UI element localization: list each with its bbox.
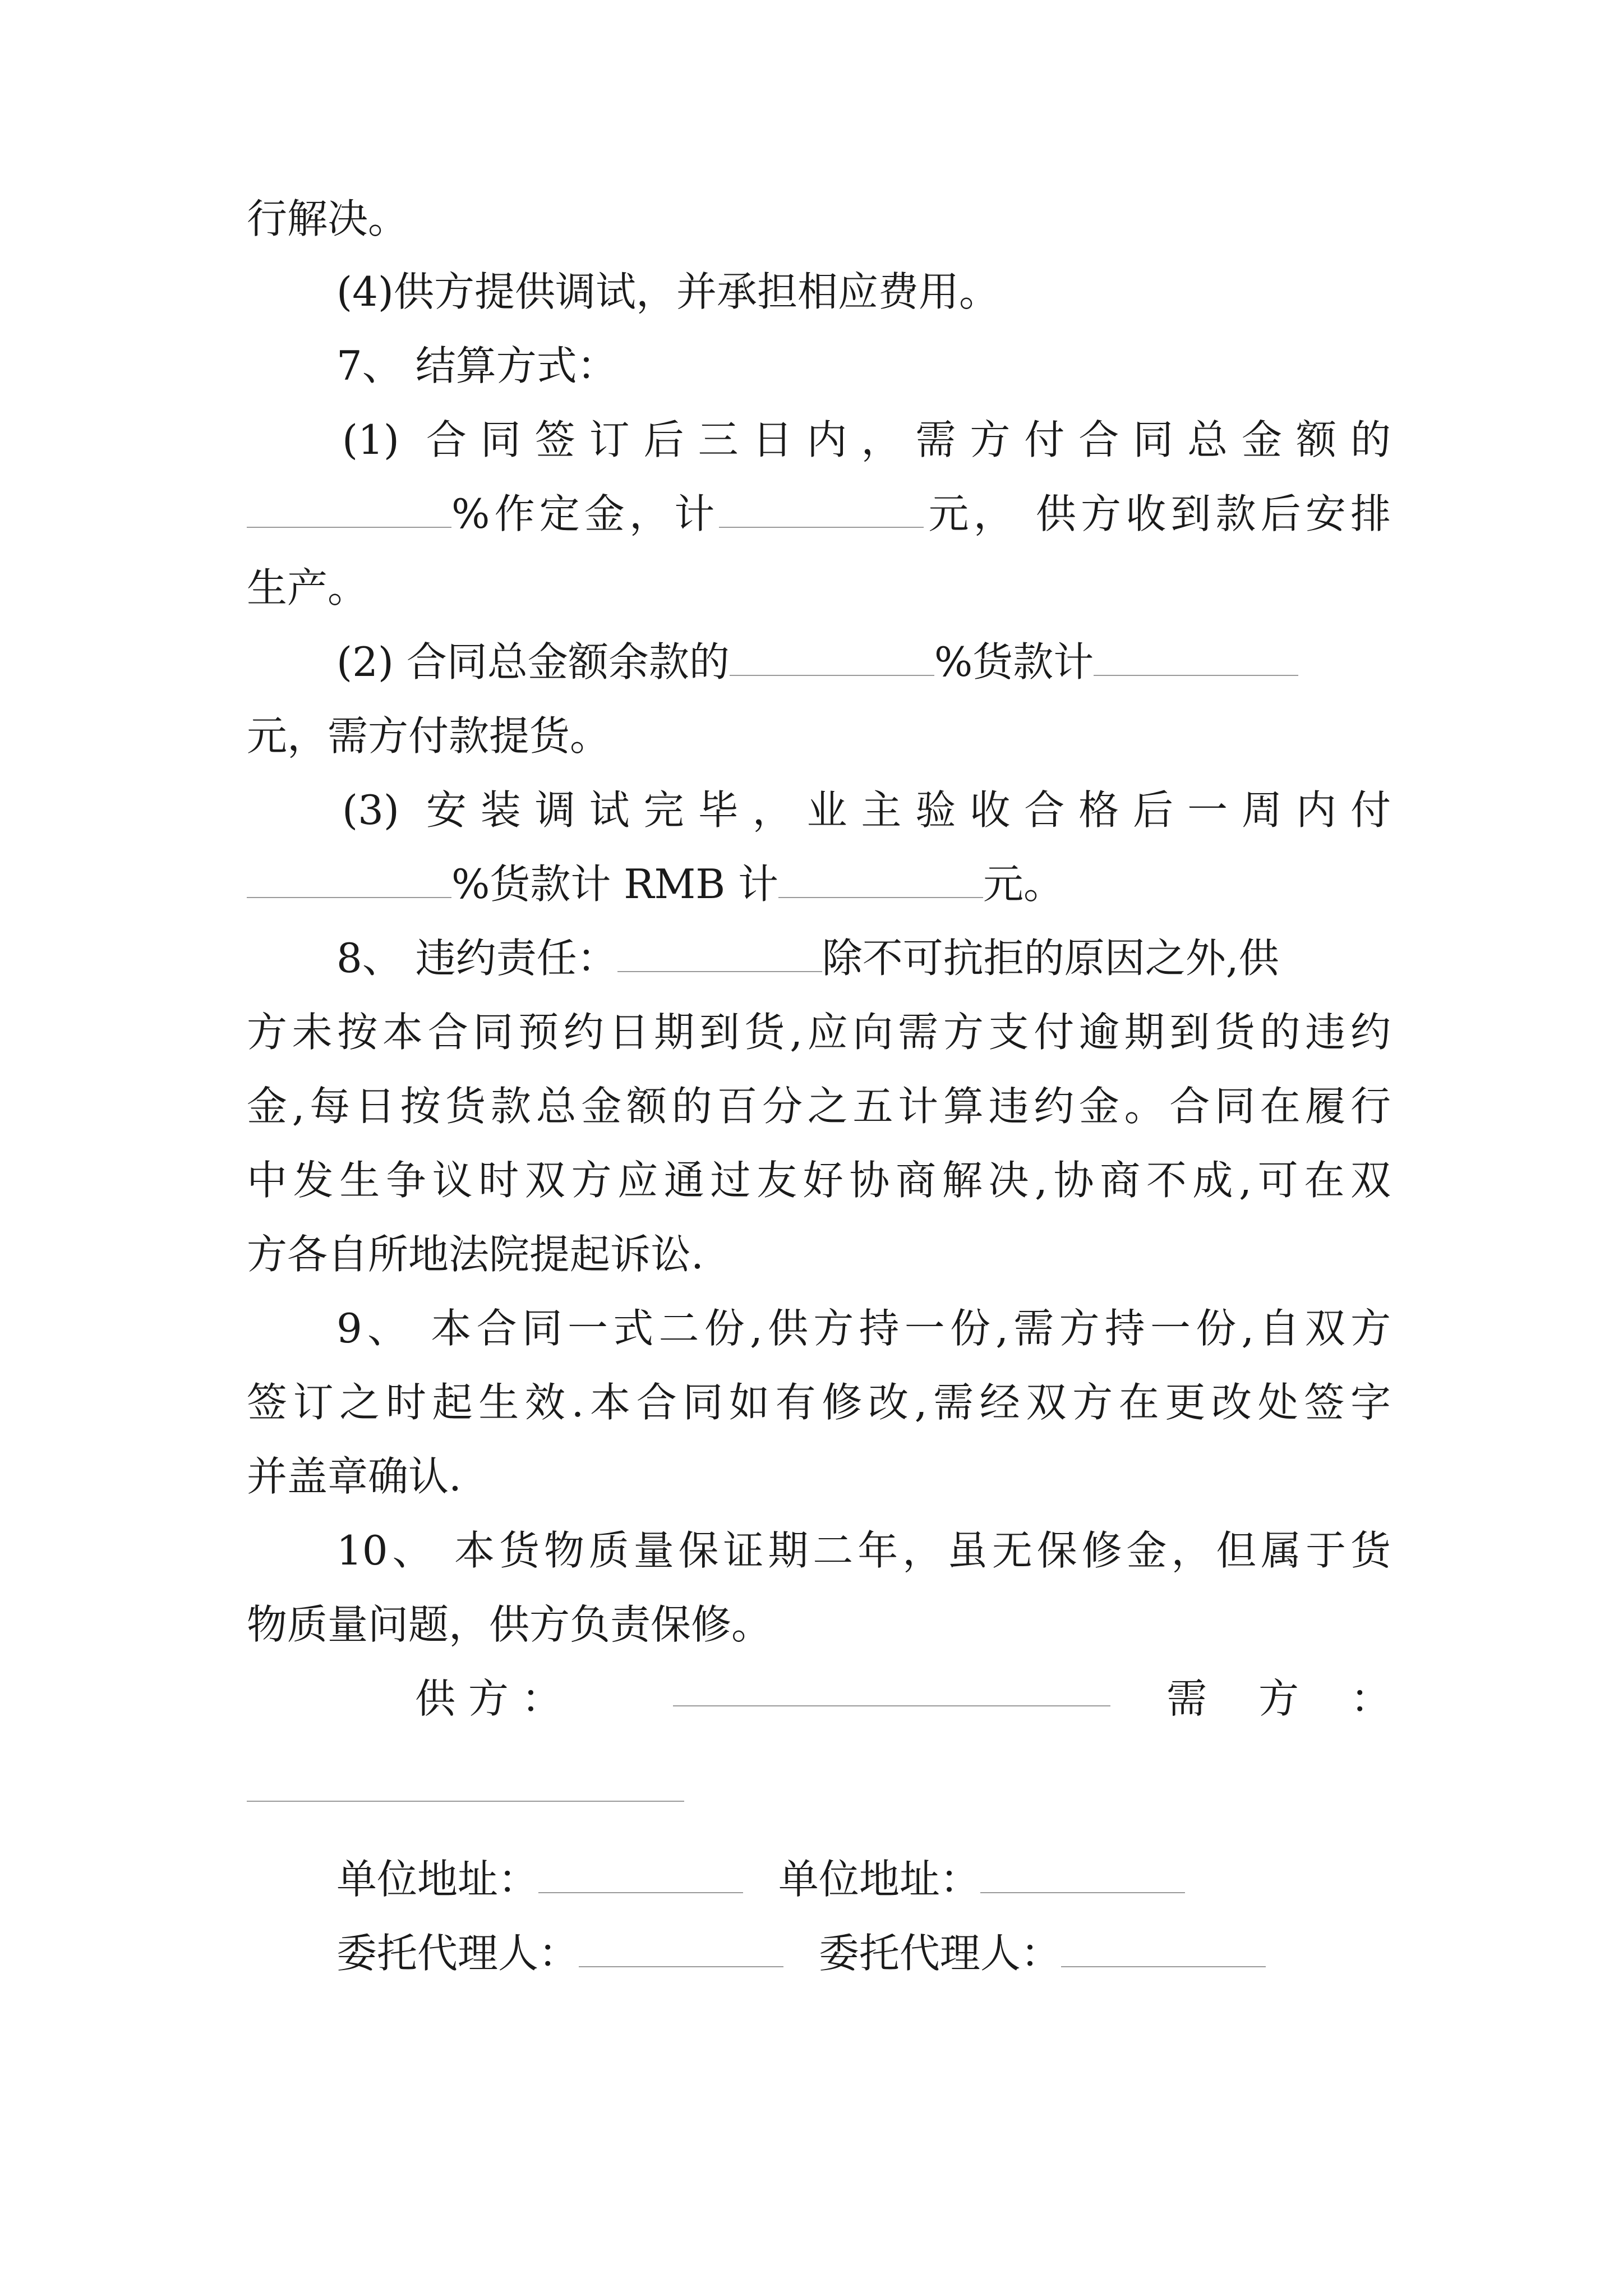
text-line xyxy=(336,634,1391,690)
section-heading-settlement: 7、 结算方式： xyxy=(336,342,617,389)
agent-row xyxy=(336,1925,1266,1981)
text-line: (1) 合同签订后三日内，需方付合同总金额的 xyxy=(342,416,1391,463)
blank-field[interactable] xyxy=(778,862,983,898)
signature-buyer-row xyxy=(1166,1671,1391,1727)
address-label-supplier: 单位地址： xyxy=(336,1856,539,1903)
blank-field[interactable] xyxy=(247,862,451,898)
blank-field[interactable] xyxy=(617,936,822,972)
text-fragment: 元， 供方收到款后安排 xyxy=(924,490,1391,537)
address-row xyxy=(336,1851,1185,1907)
agent-label-supplier: 委托代理人： xyxy=(336,1930,579,1977)
text-line: 元，需方付款提货。 xyxy=(247,712,611,760)
text-line: 10、 本货物质量保证期二年，虽无保修金，但属于货 xyxy=(336,1527,1391,1574)
address-label-buyer: 单位地址： xyxy=(778,1856,980,1903)
text-line: 物质量问题，供方负责保修。 xyxy=(247,1601,772,1648)
agent-label-buyer: 委托代理人： xyxy=(818,1930,1061,1977)
text-line xyxy=(336,930,1391,986)
agent-blank-buyer[interactable] xyxy=(1061,1931,1266,1967)
supplier-label: 供 方 ： xyxy=(415,1675,562,1722)
text-fragment: (2) 合同总金额余款的 xyxy=(336,638,730,685)
blank-field[interactable] xyxy=(1094,640,1298,676)
text-line: 中发生争议时双方应通过友好协商解决,协商不成,可在双 xyxy=(247,1157,1391,1204)
buyer-blank[interactable] xyxy=(247,1801,684,1802)
agent-blank-supplier[interactable] xyxy=(579,1931,783,1967)
text-fragment: 8、 违约责任： xyxy=(336,935,617,982)
text-line: 并盖章确认. xyxy=(247,1453,462,1500)
blank-field[interactable] xyxy=(719,492,924,528)
text-line: 生产。 xyxy=(247,564,368,611)
text-line: 方各自所地法院提起诉讼. xyxy=(247,1231,704,1278)
signature-supplier-row xyxy=(415,1671,562,1727)
text-fragment: 除不可抗拒的原因之外,供 xyxy=(822,935,1279,982)
address-blank-supplier[interactable] xyxy=(538,1857,743,1893)
text-fragment: %货款计 RMB 计 xyxy=(451,861,779,908)
text-line xyxy=(247,486,1391,542)
address-blank-buyer[interactable] xyxy=(980,1857,1185,1893)
text-line: 方未按本合同预约日期到货,应向需方支付逾期到货的违约 xyxy=(247,1009,1391,1056)
text-fragment: 元。 xyxy=(983,861,1064,908)
blank-field[interactable] xyxy=(730,640,934,676)
text-line: 9、 本合同一式二份,供方持一份,需方持一份,自双方 xyxy=(336,1305,1391,1352)
supplier-blank[interactable] xyxy=(673,1705,1110,1706)
text-fragment: %货款计 xyxy=(934,638,1094,685)
text-line: (3) 安装调试完毕，业主验收合格后一周内付 xyxy=(342,786,1391,834)
blank-field[interactable] xyxy=(247,492,451,528)
text-line: 行解决。 xyxy=(247,195,409,242)
text-fragment: %作定金，计 xyxy=(451,490,720,537)
text-line: 签订之时起生效.本合同如有修改,需经双方在更改处签字 xyxy=(247,1379,1391,1426)
buyer-label: 需 方 ： xyxy=(1166,1675,1391,1722)
text-line xyxy=(247,856,1064,912)
text-line: (4)供方提供调试，并承担相应费用。 xyxy=(336,268,999,315)
text-line: 金,每日按货款总金额的百分之五计算违约金。合同在履行 xyxy=(247,1083,1391,1130)
